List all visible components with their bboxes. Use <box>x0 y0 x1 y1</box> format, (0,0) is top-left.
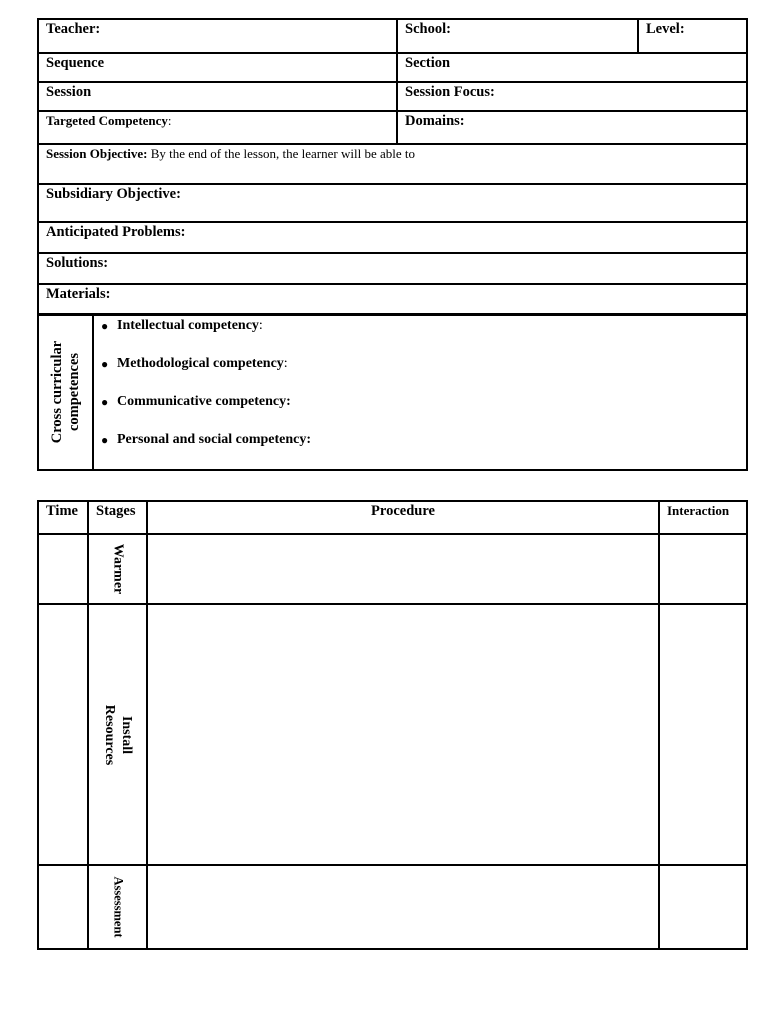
time-header: Time <box>38 501 88 534</box>
cross-curricular-title-cell <box>38 314 93 470</box>
warmer-interaction-cell[interactable] <box>659 534 747 604</box>
subsidiary-objective-cell[interactable] <box>38 184 747 222</box>
assessment-procedure-cell[interactable] <box>147 865 659 949</box>
section-label: Section <box>405 55 451 71</box>
stage-label-line1: Install <box>118 715 134 754</box>
stage-label-line1: Assessment <box>111 876 125 938</box>
cross-curricular-title-line2: competences <box>65 352 82 432</box>
lesson-procedure-table <box>37 500 748 950</box>
session-focus-label: Session Focus: <box>405 84 495 100</box>
list-item <box>101 393 739 431</box>
session-focus-cell[interactable] <box>397 82 747 111</box>
bullet-icon: ● <box>101 319 109 333</box>
domains-cell[interactable] <box>397 111 747 144</box>
competency-label: Communicative competency: <box>117 394 291 409</box>
targeted-competency-label: Targeted Competency <box>46 113 168 128</box>
assessment-time-cell[interactable] <box>38 865 88 949</box>
session-objective-label: Session Objective: <box>46 146 148 161</box>
materials-cell[interactable] <box>38 284 747 315</box>
bullet-icon: ● <box>101 357 109 371</box>
install-time-cell[interactable] <box>38 604 88 865</box>
stage-label-line2: Resources <box>101 704 117 765</box>
list-item <box>101 317 739 355</box>
competencies-cell[interactable] <box>93 314 747 470</box>
cross-curricular-table <box>37 313 748 471</box>
session-cell[interactable] <box>38 82 397 111</box>
sequence-cell[interactable] <box>38 53 397 82</box>
teacher-cell[interactable] <box>38 19 397 53</box>
stages-header: Stages <box>88 501 147 534</box>
install-stage-cell <box>88 604 147 865</box>
anticipated-problems-label: Anticipated Problems: <box>46 224 186 240</box>
teacher-label: Teacher: <box>46 21 101 37</box>
section-cell[interactable] <box>397 53 747 82</box>
list-item <box>101 355 739 393</box>
cross-curricular-title-line1: Cross curricular <box>48 340 65 444</box>
stage-label-assessment <box>109 876 126 937</box>
list-item <box>101 431 739 469</box>
level-cell[interactable] <box>638 19 747 53</box>
assessment-interaction-cell[interactable] <box>659 865 747 949</box>
competency-suffix: : <box>258 318 263 333</box>
warmer-procedure-cell[interactable] <box>147 534 659 604</box>
domains-label: Domains: <box>405 113 465 129</box>
sequence-label: Sequence <box>46 55 104 71</box>
bullet-icon: ● <box>101 433 109 447</box>
lesson-info-table <box>37 18 748 316</box>
cross-curricular-title <box>49 341 83 443</box>
install-interaction-cell[interactable] <box>659 604 747 865</box>
competency-label: Intellectual competency <box>117 318 259 333</box>
session-objective-text: By the end of the lesson, the learner will be able to <box>147 146 415 161</box>
competency-suffix: : <box>283 356 288 371</box>
solutions-cell[interactable] <box>38 253 747 284</box>
materials-label: Materials: <box>46 286 111 302</box>
stage-label-line1: Warmer <box>110 543 125 595</box>
school-label: School: <box>405 21 451 37</box>
warmer-stage-cell <box>88 534 147 604</box>
subsidiary-objective-label: Subsidiary Objective: <box>46 186 181 202</box>
session-label: Session <box>46 84 92 100</box>
procedure-header: Procedure <box>147 501 659 534</box>
bullet-icon: ● <box>101 395 109 409</box>
targeted-competency-cell[interactable] <box>38 111 397 144</box>
warmer-time-cell[interactable] <box>38 534 88 604</box>
interaction-header: Interaction <box>659 501 747 534</box>
assessment-stage-cell <box>88 865 147 949</box>
solutions-label: Solutions: <box>46 255 109 271</box>
level-label: Level: <box>646 21 685 37</box>
competency-list <box>101 317 739 469</box>
anticipated-problems-cell[interactable] <box>38 222 747 253</box>
session-objective-cell[interactable] <box>38 144 747 184</box>
competency-label: Personal and social competency: <box>117 432 312 447</box>
competency-label: Methodological competency <box>117 356 284 371</box>
school-cell[interactable] <box>397 19 638 53</box>
stage-label-warmer <box>109 544 126 595</box>
stage-label-install-resources <box>101 704 135 764</box>
targeted-competency-colon: : <box>167 113 172 128</box>
install-procedure-cell[interactable] <box>147 604 659 865</box>
